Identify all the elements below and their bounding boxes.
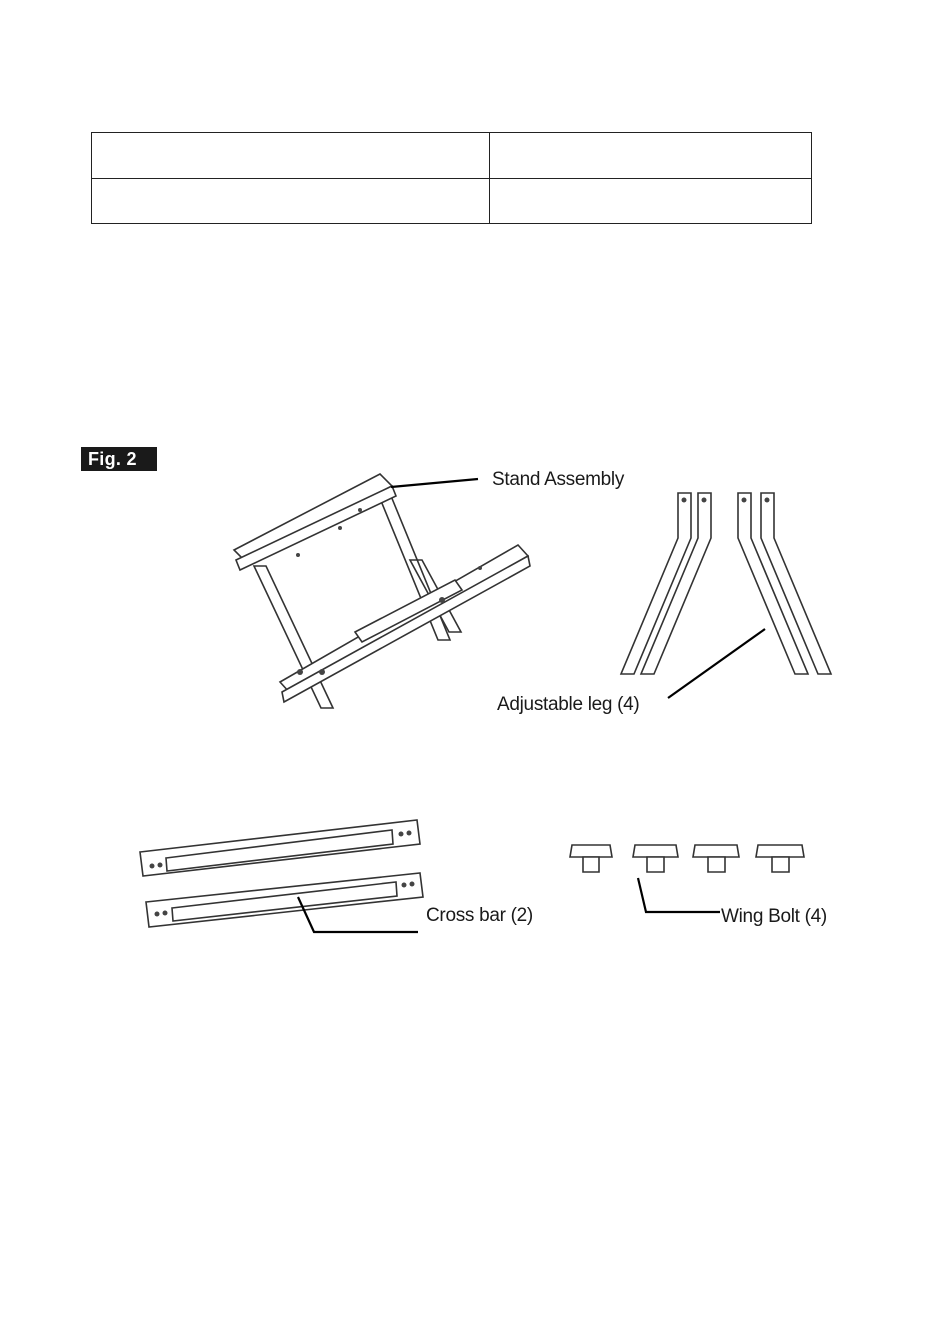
wing-bolt-leader-line [638,878,720,912]
adjustable-leg-label: Adjustable leg (4) [497,694,640,715]
stand-assembly-leader-line [391,479,478,487]
cross-bar-label: Cross bar (2) [426,905,533,926]
stand-assembly-label: Stand Assembly [492,469,625,490]
adjustable-leg-leader-line [668,629,765,698]
adjustable-legs-illustration [621,493,831,674]
wing-bolt-label: Wing Bolt (4) [721,906,827,927]
stand-assembly-illustration [234,474,530,708]
wing-bolts-illustration [570,845,804,872]
cross-bars-illustration [140,820,423,927]
figure-label: Fig. 2 [81,447,157,471]
